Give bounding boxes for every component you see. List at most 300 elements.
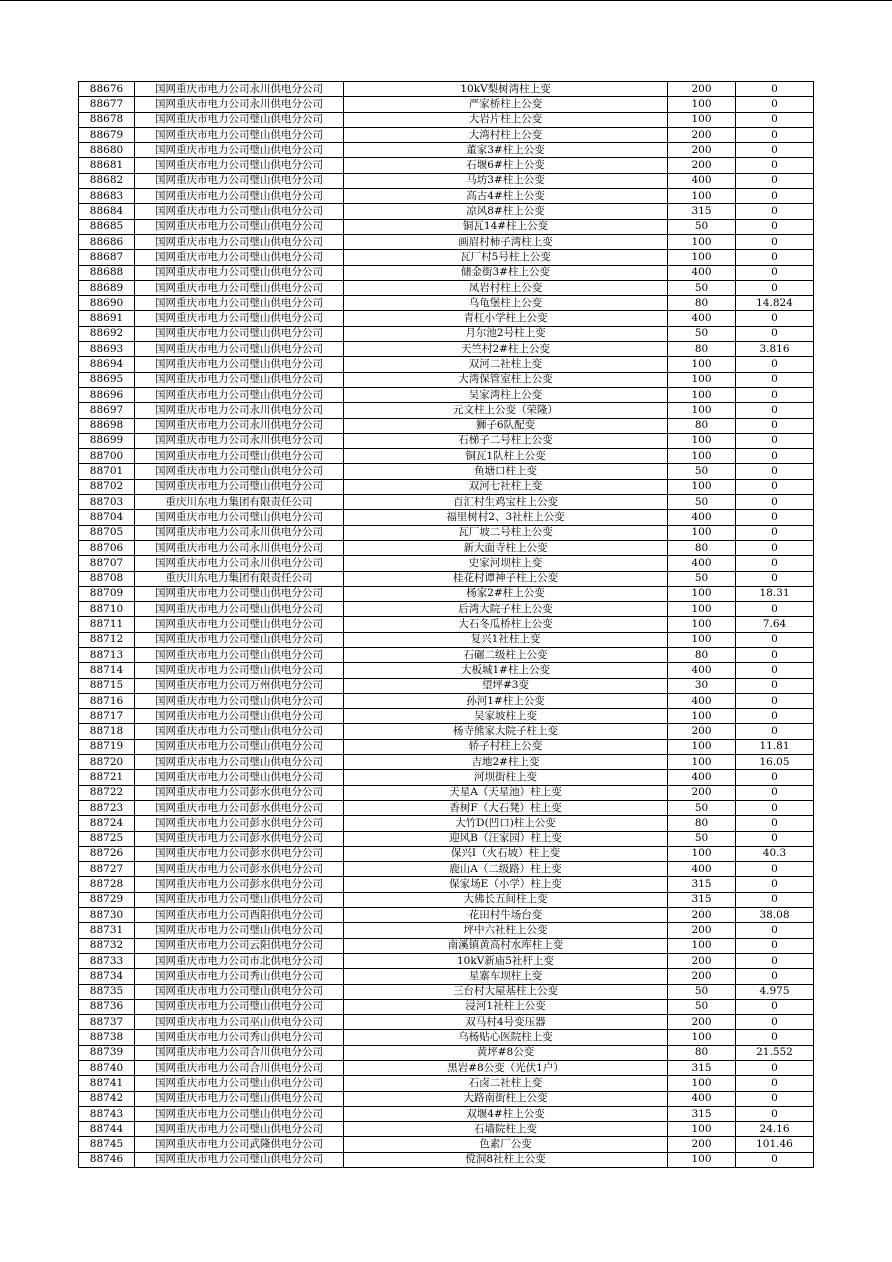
row-id-cell: 88726	[79, 846, 135, 861]
transformer-name-cell: 坪中六社柱上公变	[344, 923, 668, 938]
transformer-name-cell: 青杠小学柱上公变	[344, 311, 668, 326]
table-row	[79, 831, 814, 846]
capacity-cell: 50	[668, 280, 736, 295]
transformer-name-cell: 大竹D(凹口)柱上公变	[344, 816, 668, 831]
value-cell: 0	[736, 387, 814, 402]
table-row	[79, 892, 814, 907]
company-cell: 国网重庆市电力公司永川供电分公司	[135, 82, 344, 97]
value-cell: 0	[736, 311, 814, 326]
row-id-cell: 88719	[79, 739, 135, 754]
transformer-name-cell: 大佛长五间柱上变	[344, 892, 668, 907]
row-id-cell: 88678	[79, 112, 135, 127]
capacity-cell: 200	[668, 785, 736, 800]
transformer-name-cell: 双河二社柱上变	[344, 357, 668, 372]
capacity-cell: 50	[668, 464, 736, 479]
value-cell: 0	[736, 1152, 814, 1167]
company-cell: 国网重庆市电力公司永川供电分公司	[135, 403, 344, 418]
table-row	[79, 571, 814, 586]
transformer-name-cell: 福里树村2、3社柱上公变	[344, 510, 668, 525]
transformer-name-cell: 保兴I（火石坡）柱上变	[344, 846, 668, 861]
value-cell: 0	[736, 1015, 814, 1030]
row-id-cell: 88692	[79, 326, 135, 341]
value-cell: 0	[736, 632, 814, 647]
transformer-name-cell: 大石冬瓜桥柱上公变	[344, 617, 668, 632]
transformer-name-cell: 月尔池2号柱上变	[344, 326, 668, 341]
capacity-cell: 100	[668, 938, 736, 953]
company-cell: 国网重庆市电力公司璧山供电分公司	[135, 1076, 344, 1091]
value-cell: 0	[736, 862, 814, 877]
row-id-cell: 88676	[79, 82, 135, 97]
row-id-cell: 88698	[79, 418, 135, 433]
capacity-cell: 400	[668, 311, 736, 326]
company-cell: 国网重庆市电力公司璧山供电分公司	[135, 326, 344, 341]
row-id-cell: 88746	[79, 1152, 135, 1167]
transformer-name-cell: 花田村牛场台变	[344, 908, 668, 923]
company-cell: 国网重庆市电力公司酉阳供电分公司	[135, 908, 344, 923]
row-id-cell: 88693	[79, 342, 135, 357]
company-cell: 国网重庆市电力公司璧山供电分公司	[135, 296, 344, 311]
transformer-name-cell: 大岩片柱上公变	[344, 112, 668, 127]
transformer-name-cell: 大板城1#柱上公变	[344, 663, 668, 678]
capacity-cell: 200	[668, 158, 736, 173]
row-id-cell: 88728	[79, 877, 135, 892]
table-row	[79, 846, 814, 861]
row-id-cell: 88729	[79, 892, 135, 907]
capacity-cell: 100	[668, 525, 736, 540]
table-row	[79, 1091, 814, 1106]
value-cell: 0	[736, 357, 814, 372]
company-cell: 国网重庆市电力公司彭水供电分公司	[135, 846, 344, 861]
row-id-cell: 88741	[79, 1076, 135, 1091]
capacity-cell: 400	[668, 1091, 736, 1106]
value-cell: 16.05	[736, 755, 814, 770]
row-id-cell: 88744	[79, 1122, 135, 1137]
capacity-cell: 315	[668, 204, 736, 219]
capacity-cell: 100	[668, 709, 736, 724]
company-cell: 国网重庆市电力公司璧山供电分公司	[135, 755, 344, 770]
table-row	[79, 908, 814, 923]
capacity-cell: 80	[668, 342, 736, 357]
company-cell: 国网重庆市电力公司璧山供电分公司	[135, 204, 344, 219]
company-cell: 国网重庆市电力公司璧山供电分公司	[135, 127, 344, 142]
table-row	[79, 1106, 814, 1121]
table-row	[79, 357, 814, 372]
table-row	[79, 632, 814, 647]
company-cell: 国网重庆市电力公司璧山供电分公司	[135, 357, 344, 372]
transformer-name-cell: 凤岩村柱上公变	[344, 280, 668, 295]
row-id-cell: 88679	[79, 127, 135, 142]
capacity-cell: 80	[668, 816, 736, 831]
transformer-name-cell: 望坪#3变	[344, 678, 668, 693]
table-row	[79, 158, 814, 173]
company-cell: 国网重庆市电力公司璧山供电分公司	[135, 265, 344, 280]
row-id-cell: 88703	[79, 495, 135, 510]
row-id-cell: 88702	[79, 479, 135, 494]
capacity-cell: 100	[668, 602, 736, 617]
transformer-name-cell: 石卤二社柱上变	[344, 1076, 668, 1091]
row-id-cell: 88684	[79, 204, 135, 219]
table-row	[79, 510, 814, 525]
table-row	[79, 1152, 814, 1167]
company-cell: 国网重庆市电力公司璧山供电分公司	[135, 219, 344, 234]
capacity-cell: 315	[668, 877, 736, 892]
table-row	[79, 1122, 814, 1137]
table-row	[79, 862, 814, 877]
company-cell: 国网重庆市电力公司彭水供电分公司	[135, 816, 344, 831]
transformer-name-cell: 铜瓦1队柱上公变	[344, 449, 668, 464]
company-cell: 国网重庆市电力公司永川供电分公司	[135, 433, 344, 448]
row-id-cell: 88723	[79, 800, 135, 815]
table-row	[79, 464, 814, 479]
capacity-cell: 100	[668, 250, 736, 265]
table-row	[79, 540, 814, 555]
transformer-name-cell: 乌龟堡柱上公变	[344, 296, 668, 311]
capacity-cell: 50	[668, 219, 736, 234]
transformer-name-cell: 桂花村谭神子柱上公变	[344, 571, 668, 586]
company-cell: 国网重庆市电力公司璧山供电分公司	[135, 739, 344, 754]
value-cell: 0	[736, 158, 814, 173]
capacity-cell: 400	[668, 663, 736, 678]
value-cell: 0	[736, 204, 814, 219]
row-id-cell: 88683	[79, 189, 135, 204]
table-row	[79, 693, 814, 708]
transformer-name-cell: 高古4#柱上公变	[344, 189, 668, 204]
company-cell: 国网重庆市电力公司市北供电分公司	[135, 953, 344, 968]
capacity-cell: 100	[668, 449, 736, 464]
capacity-cell: 100	[668, 97, 736, 112]
company-cell: 国网重庆市电力公司璧山供电分公司	[135, 923, 344, 938]
company-cell: 国网重庆市电力公司璧山供电分公司	[135, 1106, 344, 1121]
capacity-cell: 100	[668, 1152, 736, 1167]
row-id-cell: 88715	[79, 678, 135, 693]
transformer-name-cell: 轿子村柱上公变	[344, 739, 668, 754]
value-cell: 0	[736, 540, 814, 555]
capacity-cell: 100	[668, 1076, 736, 1091]
transformer-name-cell: 大湾保管室柱上公变	[344, 372, 668, 387]
company-cell: 国网重庆市电力公司璧山供电分公司	[135, 479, 344, 494]
company-cell: 国网重庆市电力公司璧山供电分公司	[135, 663, 344, 678]
company-cell: 国网重庆市电力公司永川供电分公司	[135, 418, 344, 433]
company-cell: 国网重庆市电力公司彭水供电分公司	[135, 831, 344, 846]
table-row	[79, 785, 814, 800]
transformer-name-cell: 双河七社柱上变	[344, 479, 668, 494]
capacity-cell: 100	[668, 433, 736, 448]
table-body	[79, 82, 814, 1168]
value-cell: 0	[736, 877, 814, 892]
row-id-cell: 88695	[79, 372, 135, 387]
table-row	[79, 984, 814, 999]
table-row	[79, 311, 814, 326]
company-cell: 国网重庆市电力公司璧山供电分公司	[135, 311, 344, 326]
company-cell: 国网重庆市电力公司璧山供电分公司	[135, 158, 344, 173]
table-row	[79, 387, 814, 402]
company-cell: 国网重庆市电力公司璧山供电分公司	[135, 112, 344, 127]
value-cell: 101.46	[736, 1137, 814, 1152]
capacity-cell: 100	[668, 1030, 736, 1045]
capacity-cell: 50	[668, 571, 736, 586]
company-cell: 国网重庆市电力公司永川供电分公司	[135, 540, 344, 555]
value-cell: 0	[736, 602, 814, 617]
capacity-cell: 100	[668, 372, 736, 387]
value-cell: 0	[736, 449, 814, 464]
value-cell: 0	[736, 678, 814, 693]
table-row	[79, 495, 814, 510]
company-cell: 国网重庆市电力公司璧山供电分公司	[135, 342, 344, 357]
row-id-cell: 88688	[79, 265, 135, 280]
row-id-cell: 88742	[79, 1091, 135, 1106]
transformer-name-cell: 石梯子二号柱上公变	[344, 433, 668, 448]
capacity-cell: 315	[668, 1106, 736, 1121]
row-id-cell: 88680	[79, 143, 135, 158]
table-row	[79, 770, 814, 785]
transformer-name-cell: 杨寺熊家大院子柱上变	[344, 724, 668, 739]
company-cell: 重庆川东电力集团有限责任公司	[135, 495, 344, 510]
company-cell: 国网重庆市电力公司璧山供电分公司	[135, 189, 344, 204]
transformer-name-cell: 10kV梨树湾柱上变	[344, 82, 668, 97]
table-row	[79, 953, 814, 968]
value-cell: 0	[736, 969, 814, 984]
transformer-name-cell: 三台村大屋基柱上公变	[344, 984, 668, 999]
value-cell: 0	[736, 479, 814, 494]
company-cell: 国网重庆市电力公司璧山供电分公司	[135, 724, 344, 739]
value-cell: 0	[736, 372, 814, 387]
capacity-cell: 100	[668, 357, 736, 372]
transformer-name-cell: 百汇村生鸡宝柱上公变	[344, 495, 668, 510]
table-row	[79, 418, 814, 433]
row-id-cell: 88743	[79, 1106, 135, 1121]
table-row	[79, 127, 814, 142]
transformer-name-cell: 复兴1社柱上变	[344, 632, 668, 647]
company-cell: 国网重庆市电力公司璧山供电分公司	[135, 999, 344, 1014]
transformer-name-cell: 黑岩#8公变（光伏1户）	[344, 1061, 668, 1076]
row-id-cell: 88685	[79, 219, 135, 234]
capacity-cell: 400	[668, 265, 736, 280]
table-row	[79, 1137, 814, 1152]
capacity-cell: 200	[668, 1137, 736, 1152]
capacity-cell: 30	[668, 678, 736, 693]
table-row	[79, 143, 814, 158]
value-cell: 0	[736, 999, 814, 1014]
value-cell: 0	[736, 724, 814, 739]
value-cell: 0	[736, 280, 814, 295]
value-cell: 0	[736, 265, 814, 280]
transformer-table	[78, 81, 814, 1168]
transformer-name-cell: 吉地2#柱上变	[344, 755, 668, 770]
table-row	[79, 280, 814, 295]
table-row	[79, 97, 814, 112]
company-cell: 国网重庆市电力公司秀山供电分公司	[135, 969, 344, 984]
value-cell: 0	[736, 403, 814, 418]
table-row	[79, 250, 814, 265]
row-id-cell: 88731	[79, 923, 135, 938]
company-cell: 国网重庆市电力公司璧山供电分公司	[135, 647, 344, 662]
capacity-cell: 400	[668, 693, 736, 708]
capacity-cell: 100	[668, 846, 736, 861]
row-id-cell: 88712	[79, 632, 135, 647]
capacity-cell: 400	[668, 556, 736, 571]
table-row	[79, 403, 814, 418]
transformer-name-cell: 瓦厂村5号柱上公变	[344, 250, 668, 265]
table-row	[79, 1076, 814, 1091]
transformer-name-cell: 鱼塘口柱上变	[344, 464, 668, 479]
transformer-name-cell: 双马村4号变压器	[344, 1015, 668, 1030]
row-id-cell: 88724	[79, 816, 135, 831]
row-id-cell: 88737	[79, 1015, 135, 1030]
row-id-cell: 88691	[79, 311, 135, 326]
capacity-cell: 100	[668, 234, 736, 249]
capacity-cell: 80	[668, 540, 736, 555]
company-cell: 国网重庆市电力公司合川供电分公司	[135, 1061, 344, 1076]
value-cell: 0	[736, 953, 814, 968]
transformer-name-cell: 10kV新庙5社杆上变	[344, 953, 668, 968]
company-cell: 国网重庆市电力公司彭水供电分公司	[135, 800, 344, 815]
company-cell: 国网重庆市电力公司璧山供电分公司	[135, 372, 344, 387]
capacity-cell: 80	[668, 418, 736, 433]
capacity-cell: 315	[668, 1061, 736, 1076]
company-cell: 国网重庆市电力公司云阳供电分公司	[135, 938, 344, 953]
row-id-cell: 88709	[79, 586, 135, 601]
row-id-cell: 88677	[79, 97, 135, 112]
table-row	[79, 617, 814, 632]
value-cell: 38.08	[736, 908, 814, 923]
table-row	[79, 525, 814, 540]
company-cell: 国网重庆市电力公司彭水供电分公司	[135, 862, 344, 877]
value-cell: 0	[736, 1106, 814, 1121]
company-cell: 国网重庆市电力公司璧山供电分公司	[135, 387, 344, 402]
row-id-cell: 88696	[79, 387, 135, 402]
capacity-cell: 200	[668, 143, 736, 158]
transformer-name-cell: 画眉村柿子湾柱上变	[344, 234, 668, 249]
row-id-cell: 88733	[79, 953, 135, 968]
capacity-cell: 100	[668, 403, 736, 418]
value-cell: 0	[736, 1030, 814, 1045]
row-id-cell: 88690	[79, 296, 135, 311]
table-row	[79, 1030, 814, 1045]
row-id-cell: 88721	[79, 770, 135, 785]
transformer-name-cell: 大湾村柱上公变	[344, 127, 668, 142]
value-cell: 0	[736, 892, 814, 907]
company-cell: 国网重庆市电力公司璧山供电分公司	[135, 1122, 344, 1137]
table-row	[79, 739, 814, 754]
value-cell: 0	[736, 143, 814, 158]
company-cell: 国网重庆市电力公司合川供电分公司	[135, 1045, 344, 1060]
value-cell: 18.31	[736, 586, 814, 601]
table-row	[79, 326, 814, 341]
row-id-cell: 88687	[79, 250, 135, 265]
row-id-cell: 88720	[79, 755, 135, 770]
value-cell: 0	[736, 173, 814, 188]
row-id-cell: 88734	[79, 969, 135, 984]
transformer-name-cell: 狮子6队配变	[344, 418, 668, 433]
table-row	[79, 663, 814, 678]
row-id-cell: 88727	[79, 862, 135, 877]
capacity-cell: 400	[668, 510, 736, 525]
value-cell: 0	[736, 418, 814, 433]
row-id-cell: 88732	[79, 938, 135, 953]
row-id-cell: 88739	[79, 1045, 135, 1060]
company-cell: 国网重庆市电力公司璧山供电分公司	[135, 143, 344, 158]
transformer-name-cell: 储金街3#柱上公变	[344, 265, 668, 280]
capacity-cell: 200	[668, 82, 736, 97]
value-cell: 7.64	[736, 617, 814, 632]
table-row	[79, 923, 814, 938]
transformer-name-cell: 浸河1社柱上公变	[344, 999, 668, 1014]
company-cell: 重庆川东电力集团有限责任公司	[135, 571, 344, 586]
value-cell: 0	[736, 709, 814, 724]
row-id-cell: 88711	[79, 617, 135, 632]
value-cell: 0	[736, 785, 814, 800]
table-row	[79, 433, 814, 448]
capacity-cell: 80	[668, 647, 736, 662]
company-cell: 国网重庆市电力公司万州供电分公司	[135, 678, 344, 693]
row-id-cell: 88706	[79, 540, 135, 555]
capacity-cell: 100	[668, 739, 736, 754]
capacity-cell: 400	[668, 770, 736, 785]
value-cell: 0	[736, 816, 814, 831]
row-id-cell: 88716	[79, 693, 135, 708]
row-id-cell: 88705	[79, 525, 135, 540]
table-row	[79, 586, 814, 601]
row-id-cell: 88718	[79, 724, 135, 739]
value-cell: 3.816	[736, 342, 814, 357]
company-cell: 国网重庆市电力公司璧山供电分公司	[135, 984, 344, 999]
transformer-name-cell: 傥洞8社柱上公变	[344, 1152, 668, 1167]
value-cell: 0	[736, 495, 814, 510]
table-row	[79, 173, 814, 188]
value-cell: 0	[736, 219, 814, 234]
transformer-name-cell: 色素厂公变	[344, 1137, 668, 1152]
capacity-cell: 50	[668, 999, 736, 1014]
company-cell: 国网重庆市电力公司璧山供电分公司	[135, 632, 344, 647]
row-id-cell: 88717	[79, 709, 135, 724]
row-id-cell: 88740	[79, 1061, 135, 1076]
capacity-cell: 100	[668, 617, 736, 632]
capacity-cell: 50	[668, 800, 736, 815]
capacity-cell: 200	[668, 127, 736, 142]
page-top-rule	[0, 0, 892, 1]
table-row	[79, 755, 814, 770]
value-cell: 0	[736, 234, 814, 249]
row-id-cell: 88686	[79, 234, 135, 249]
value-cell: 0	[736, 433, 814, 448]
table-row	[79, 1061, 814, 1076]
capacity-cell: 100	[668, 586, 736, 601]
row-id-cell: 88713	[79, 647, 135, 662]
table-row	[79, 938, 814, 953]
value-cell: 0	[736, 770, 814, 785]
value-cell: 0	[736, 82, 814, 97]
value-cell: 0	[736, 693, 814, 708]
capacity-cell: 80	[668, 1045, 736, 1060]
company-cell: 国网重庆市电力公司璧山供电分公司	[135, 1091, 344, 1106]
transformer-name-cell: 杨家2#柱上公变	[344, 586, 668, 601]
transformer-name-cell: 天星A（天星池）柱上变	[344, 785, 668, 800]
value-cell: 0	[736, 127, 814, 142]
table-row	[79, 265, 814, 280]
capacity-cell: 200	[668, 908, 736, 923]
row-id-cell: 88725	[79, 831, 135, 846]
row-id-cell: 88694	[79, 357, 135, 372]
company-cell: 国网重庆市电力公司璧山供电分公司	[135, 250, 344, 265]
transformer-name-cell: 双堰4#柱上公变	[344, 1106, 668, 1121]
capacity-cell: 50	[668, 326, 736, 341]
table-row	[79, 112, 814, 127]
table-row	[79, 816, 814, 831]
transformer-name-cell: 石堰6#柱上公变	[344, 158, 668, 173]
capacity-cell: 100	[668, 112, 736, 127]
value-cell: 0	[736, 556, 814, 571]
table-row	[79, 877, 814, 892]
